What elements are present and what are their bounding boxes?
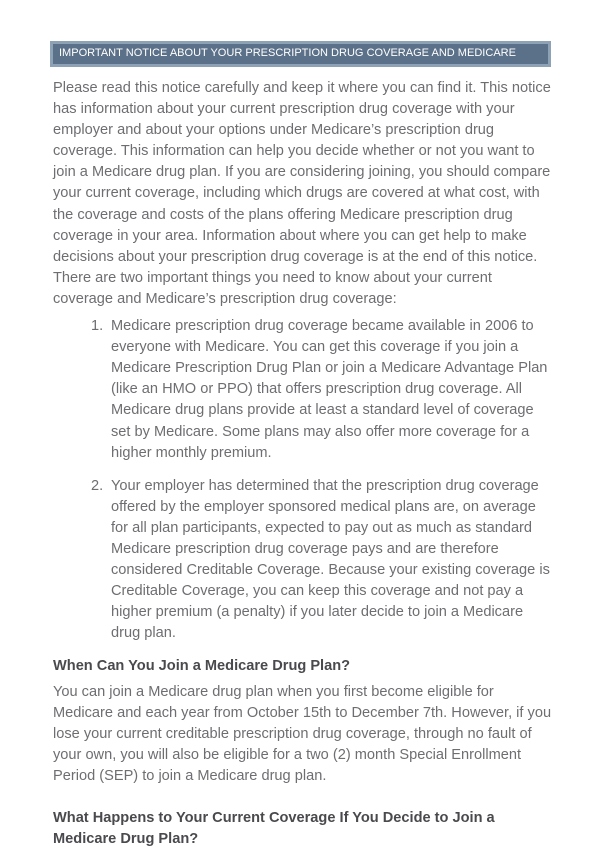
list-item: Your employer has determined that the prescription drug coverage offered by the employer sponsored medical plans are, on average for all plan participants, expected to pay out as much as standard Medicare prescription drug coverage pays and are therefore considered Creditable Coverage. Because your existing coverage is Creditable Coverage, you can keep this coverage and not pay a higher premium (a penalty) if you later decide to join a Medicare drug plan.	[111, 477, 550, 642]
coverage-notice-list	[53, 316, 554, 644]
section-heading-what-happens-to-coverage: What Happens to Your Current Coverage If You Decide to Join a Medicare Drug Plan?	[53, 810, 495, 848]
notice-banner-title: IMPORTANT NOTICE ABOUT YOUR PRESCRIPTION DRUG COVERAGE AND MEDICARE	[59, 47, 516, 59]
section-paragraph-when-can-you-join: You can join a Medicare drug plan when you first become eligible for Medicare and each year from October 15th to December 7th. However, if you lose your current creditable prescription drug coverage, through no fault of your own, you will also be eligible for a two (2) month Special Enrollment Period (SEP) to join a Medicare drug plan.	[53, 683, 552, 784]
intro-paragraph: Please read this notice carefully and keep it where you can find it. This notice has information about your current prescription drug coverage with your employer and about your options under Medicare’s prescription drug coverage. This information can help you decide whether or not you want to join a Medicare drug plan. If you are considering joining, you should compare your current coverage, including which drugs are covered at what cost, with the coverage and costs of the plans offering Medicare prescription drug coverage in your area. Information about where you can get help to make decisions about your prescription drug coverage is at the end of this notice. There are two important things you need to know about your current coverage and Medicare’s prescription drug coverage:	[53, 80, 551, 307]
list-item: Medicare prescription drug coverage became available in 2006 to everyone with Medicare. You can get this coverage if you join a Medicare Prescription Drug Plan or join a Medicare Advantage Plan (like an HMO or PPO) that offers prescription drug coverage. All Medicare drug plans provide at least a standard level of coverage set by Medicare. Some plans may also offer more coverage for a higher monthly premium.	[111, 318, 548, 461]
notice-banner	[50, 41, 551, 67]
section-heading-when-can-you-join: When Can You Join a Medicare Drug Plan?	[53, 658, 351, 675]
